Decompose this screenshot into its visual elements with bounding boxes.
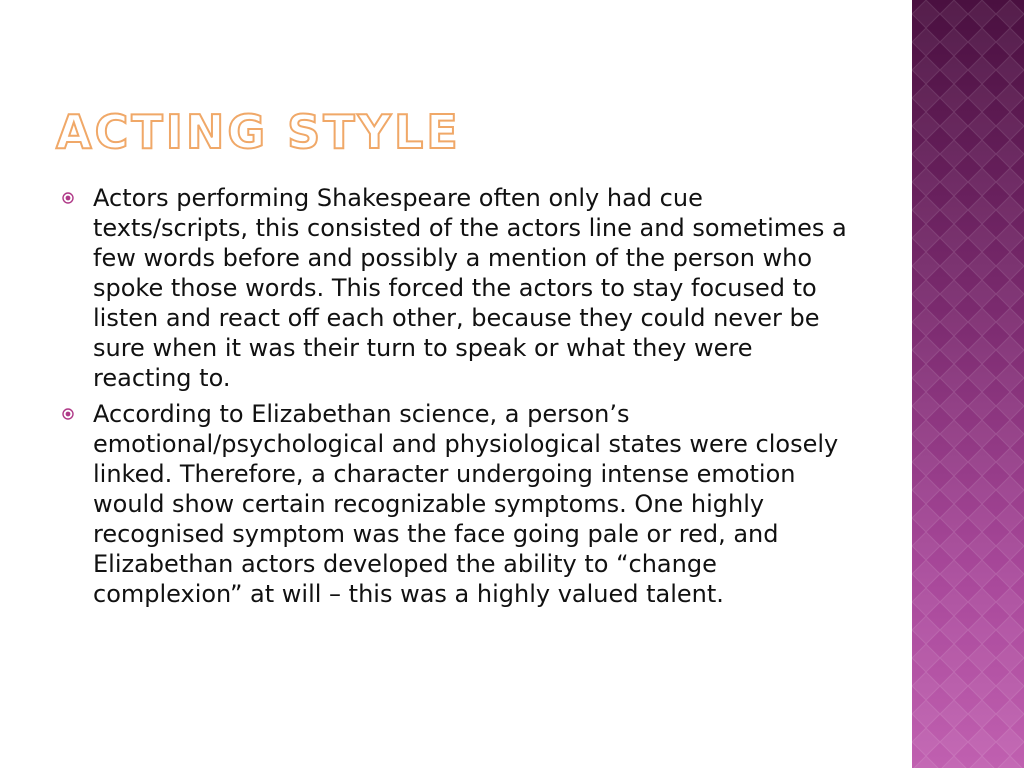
bullet-list [62, 183, 852, 615]
bullet-text: According to Elizabethan science, a person’s emotional/psychological and physiological states were closely linked. Therefore, a character undergoing intense emotion would show certain recognizable symptoms. One highly recognised symptom was the face going pale or red, and Elizabethan actors developed the ability to “change complexion” at will – this was a highly valued talent. [93, 400, 839, 608]
circled-dot-bullet-icon [62, 408, 74, 420]
bullet-item [62, 399, 852, 609]
bullet-text: Actors performing Shakespeare often only had cue texts/scripts, this consisted of the actors line and sometimes a few words before and possibly a mention of the person who spoke those words. This forced the actors to stay focused to listen and react off each other, because they could never be sure when it was their turn to speak or what they were reacting to. [93, 184, 847, 392]
diamond-pattern [912, 0, 1024, 768]
bullet-item [62, 183, 852, 393]
decorative-side-panel [912, 0, 1024, 768]
slide-title: ACTING STYLE [56, 105, 461, 159]
circled-dot-bullet-icon [62, 192, 74, 204]
